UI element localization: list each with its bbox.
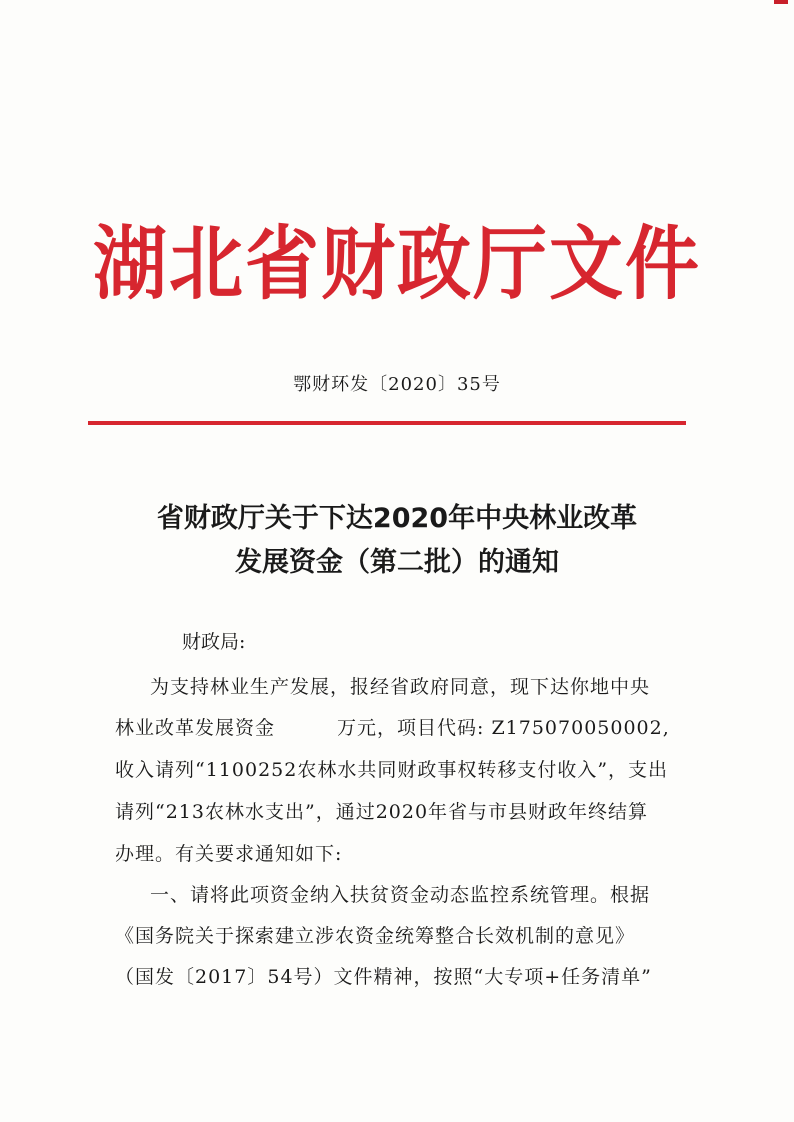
- body-line-2-part-b: 万元，项目代码: Z175070050002,: [337, 717, 670, 739]
- body-line-5: 办理。有关要求通知如下:: [115, 843, 343, 865]
- document-number: 鄂财环发〔2020〕35号: [293, 374, 501, 395]
- notice-title-line-1: 省财政厅关于下达2020年中央林业改革: [156, 503, 638, 534]
- red-rule-divider: [88, 421, 686, 425]
- body-line-1: 为支持林业生产发展，报经省政府同意，现下达你地中央: [150, 676, 651, 698]
- notice-title-line-2: 发展资金（第二批）的通知: [235, 547, 559, 578]
- body-line-8: （国发〔2017〕54号）文件精神，按照“大专项+任务清单”: [115, 966, 652, 988]
- body-line-6: 一、请将此项资金纳入扶贫资金动态监控系统管理。根据: [150, 884, 651, 906]
- body-line-4: 请列“213农林水支出”，通过2020年省与市县财政年终结算: [115, 801, 649, 823]
- corner-mark: [774, 0, 788, 4]
- body-line-7: 《国务院关于探索建立涉农资金统筹整合长效机制的意见》: [115, 925, 636, 947]
- body-line-2: [115, 713, 670, 740]
- masthead-title: 湖北省财政厅文件: [93, 218, 701, 311]
- body-line-3: 收入请列“1100252农林水共同财政事权转移支付收入”，支出: [115, 759, 669, 781]
- body-line-2-part-a: 林业改革发展资金: [115, 717, 276, 739]
- salutation: 财政局:: [182, 631, 246, 653]
